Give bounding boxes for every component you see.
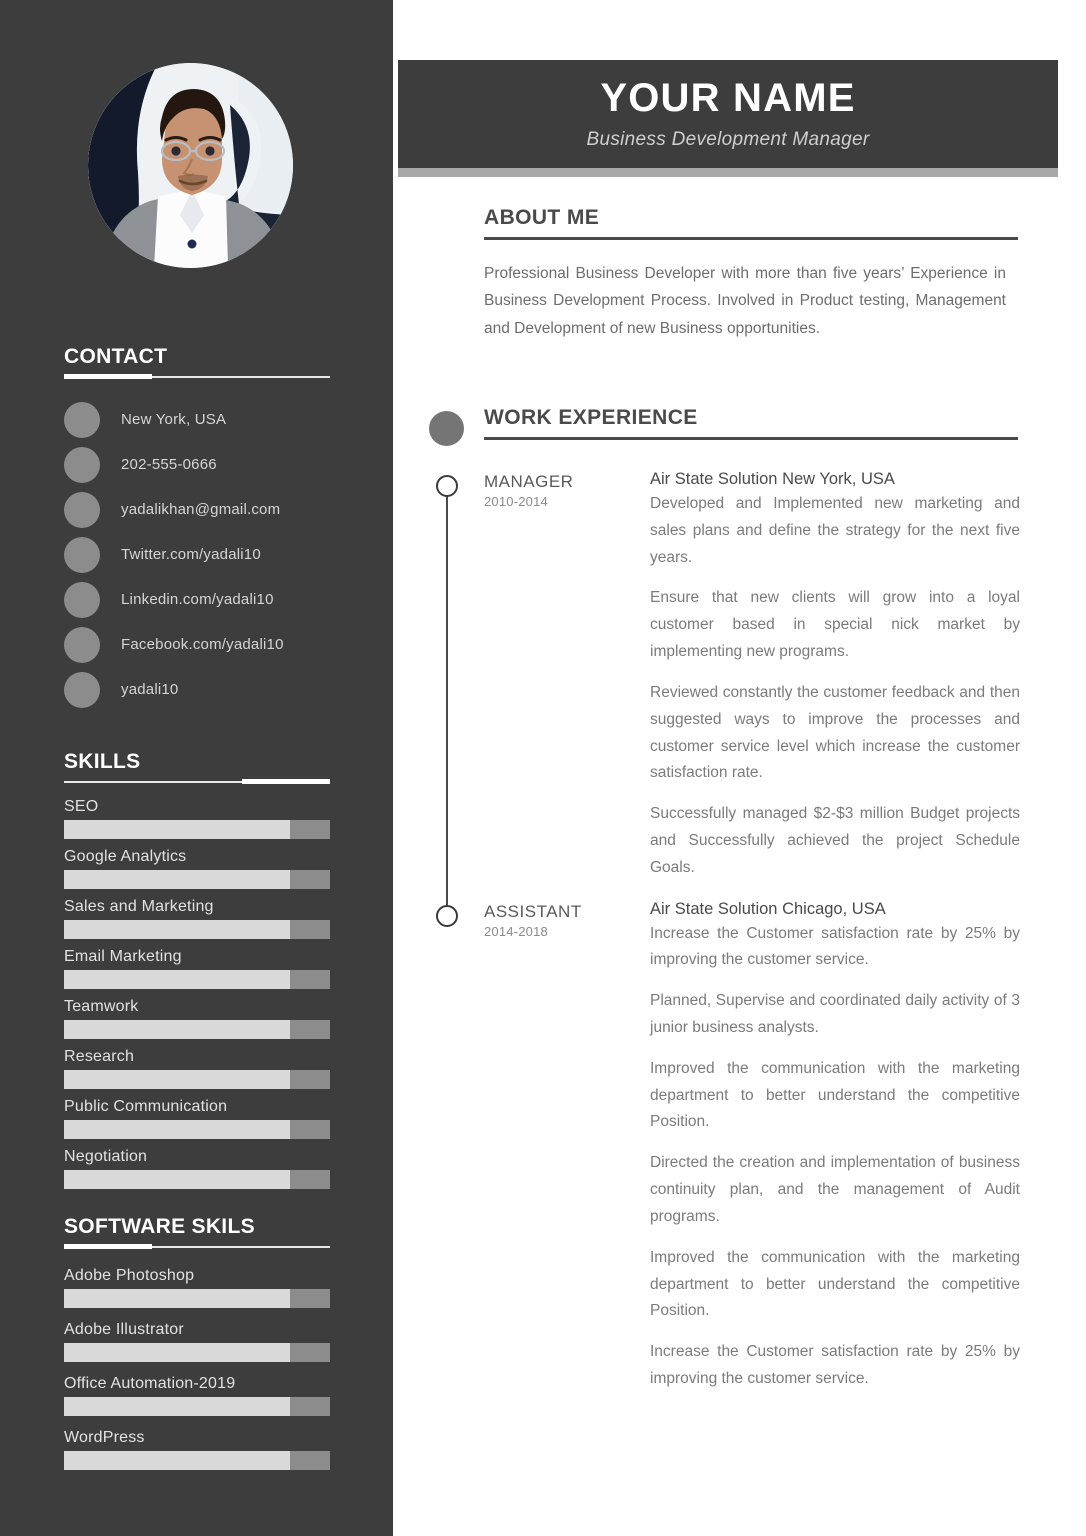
software-skills-heading-rule [64, 1243, 330, 1251]
skill-item [64, 898, 330, 939]
skills-list [64, 798, 330, 1189]
job-years: 2014-2018 [484, 923, 548, 939]
job-paragraph: Directed the creation and implementation of business continuity plan, and the management of Audit programs. [650, 1154, 1020, 1225]
rule-thick [64, 1244, 152, 1249]
job-company: Air State Solution New York, USA [650, 470, 895, 488]
skill-label: Teamwork [64, 998, 139, 1016]
facebook-icon [64, 627, 100, 663]
job-paragraph: Improved the communication with the marketing department to better understand the competitive Position. [650, 1248, 1020, 1320]
software-skill-item [64, 1321, 330, 1362]
skill-item [64, 848, 330, 889]
skill-label: Email Marketing [64, 948, 182, 966]
work-experience-heading: WORK EXPERIENCE [484, 406, 698, 429]
about-heading: ABOUT ME [484, 206, 600, 229]
job-subtitle: Business Development Manager [586, 129, 870, 150]
software-skill-bar-track [64, 1451, 330, 1470]
skill-bar-fill [64, 1170, 290, 1189]
skill-bar-track [64, 1120, 330, 1139]
software-skill-bar-fill [64, 1397, 290, 1416]
software-skill-bar-fill [64, 1343, 290, 1362]
timeline-marker-icon [429, 411, 464, 446]
timeline-ring-icon [436, 905, 458, 927]
software-skills-list [64, 1267, 330, 1470]
twitter-icon [64, 537, 100, 573]
contact-heading: CONTACT [64, 345, 168, 368]
job-entry-manager [484, 470, 1020, 882]
software-skill-label: Office Automation-2019 [64, 1375, 236, 1393]
job-years: 2010-2014 [484, 494, 548, 509]
profile-photo-illustration [88, 63, 293, 268]
job-role: ASSISTANT [484, 901, 582, 921]
skill-bar-track [64, 970, 330, 989]
skill-item [64, 798, 330, 839]
contact-item-linkedin[interactable] [64, 577, 330, 622]
software-skill-label: Adobe Illustrator [64, 1321, 184, 1339]
job-paragraph: Increase the Customer satisfaction rate by 25% by improving the customer service. [650, 1343, 1020, 1387]
job-entry-assistant [484, 900, 1020, 1393]
skill-bar-fill [64, 820, 290, 839]
work-experience-section [484, 406, 1020, 440]
contact-item-label: yadali10 [121, 681, 179, 699]
job-paragraph: Improved the communication with the marketing department to better understand the competitive Position. [650, 1059, 1020, 1131]
timeline-connector [446, 488, 448, 925]
about-section [484, 206, 1020, 342]
about-heading-rule [484, 237, 1018, 240]
contact-item-label: New York, USA [121, 411, 227, 429]
software-skill-label: Adobe Photoshop [64, 1267, 195, 1285]
job-paragraph: Reviewed constantly the customer feedback and then suggested ways to improve the processes and customer service level which increase the customer satisfaction rate. [650, 683, 1020, 782]
phone-icon [64, 447, 100, 483]
skill-bar-fill [64, 1020, 290, 1039]
software-skill-bar-fill [64, 1451, 290, 1470]
rule-thick [64, 374, 152, 379]
job-paragraph: Ensure that new clients will grow into a loyal customer based in special nick market by implementing new programs. [650, 589, 1020, 661]
contact-heading-rule [64, 373, 330, 381]
skill-bar-track [64, 1020, 330, 1039]
contact-item-label: Twitter.com/yadali10 [121, 546, 261, 564]
skill-bar-track [64, 1170, 330, 1189]
software-skill-item [64, 1375, 330, 1416]
contact-item-label: Linkedin.com/yadali10 [121, 591, 274, 609]
linkedin-icon [64, 582, 100, 618]
skill-label: Google Analytics [64, 848, 187, 866]
job-paragraph: Developed and Implemented new marketing and sales plans and define the strategy for the next five years. [650, 495, 1020, 566]
software-skills-section [64, 1215, 330, 1483]
skill-label: Research [64, 1048, 135, 1066]
skill-item [64, 998, 330, 1039]
resume-header [398, 60, 1058, 168]
job-paragraph: Planned, Supervise and coordinated daily activity of 3 junior business analysts. [650, 992, 1020, 1036]
contact-item-email[interactable] [64, 487, 330, 532]
skill-bar-fill [64, 1120, 290, 1139]
skill-bar-fill [64, 920, 290, 939]
skype-icon [64, 672, 100, 708]
work-experience-heading-rule [484, 437, 1018, 440]
skill-bar-fill [64, 1070, 290, 1089]
contact-item-skype[interactable] [64, 667, 330, 712]
software-skill-item [64, 1267, 330, 1308]
software-skill-bar-fill [64, 1289, 290, 1308]
software-skill-bar-track [64, 1397, 330, 1416]
header-shadow-bar [398, 168, 1058, 177]
about-text: Professional Business Developer with more than five years’ Experience in Business Development Process. Involved in Product testing, Management and Development of new Business opportunities. [484, 265, 1006, 337]
skill-label: SEO [64, 798, 99, 816]
software-skill-bar-track [64, 1289, 330, 1308]
contact-item-location[interactable] [64, 397, 330, 442]
page-title: YOUR NAME [600, 76, 856, 120]
skills-heading-rule [64, 778, 330, 786]
sidebar [0, 0, 393, 1536]
avatar [88, 63, 293, 268]
software-skill-label: WordPress [64, 1429, 145, 1447]
skill-label: Public Communication [64, 1098, 228, 1116]
contact-section [64, 345, 330, 712]
contact-item-twitter[interactable] [64, 532, 330, 577]
skills-section [64, 750, 330, 1198]
contact-item-label: 202-555-0666 [121, 456, 217, 474]
job-spacer [484, 882, 1020, 900]
contact-list [64, 397, 330, 712]
skill-bar-fill [64, 970, 290, 989]
skill-bar-fill [64, 870, 290, 889]
contact-item-phone[interactable] [64, 442, 330, 487]
contact-item-label: yadalikhan@gmail.com [121, 501, 281, 519]
software-skill-bar-track [64, 1343, 330, 1362]
location-icon [64, 402, 100, 438]
skill-bar-track [64, 1070, 330, 1089]
contact-item-label: Facebook.com/yadali10 [121, 636, 284, 654]
skill-item [64, 948, 330, 989]
job-list [484, 470, 1020, 1393]
timeline-ring-icon [436, 475, 458, 497]
skill-item [64, 1098, 330, 1139]
skill-bar-track [64, 920, 330, 939]
software-skill-item [64, 1429, 330, 1470]
skills-heading: SKILLS [64, 750, 141, 773]
skill-item [64, 1048, 330, 1089]
rule-thick [242, 779, 330, 784]
skill-bar-track [64, 820, 330, 839]
job-company: Air State Solution Chicago, USA [650, 899, 886, 918]
skill-bar-track [64, 870, 330, 889]
skill-label: Sales and Marketing [64, 898, 214, 916]
job-paragraph: Increase the Customer satisfaction rate by 25% by improving the customer service. [650, 924, 1020, 969]
skill-item [64, 1148, 330, 1189]
email-icon [64, 492, 100, 528]
skill-label: Negotiation [64, 1148, 148, 1166]
job-paragraph: Successfully managed $2-$3 million Budget projects and Successfully achieved the project Schedule Goals. [650, 805, 1020, 876]
job-role: MANAGER [484, 472, 574, 491]
contact-item-facebook[interactable] [64, 622, 330, 667]
software-skills-heading: SOFTWARE SKILS [64, 1215, 255, 1238]
